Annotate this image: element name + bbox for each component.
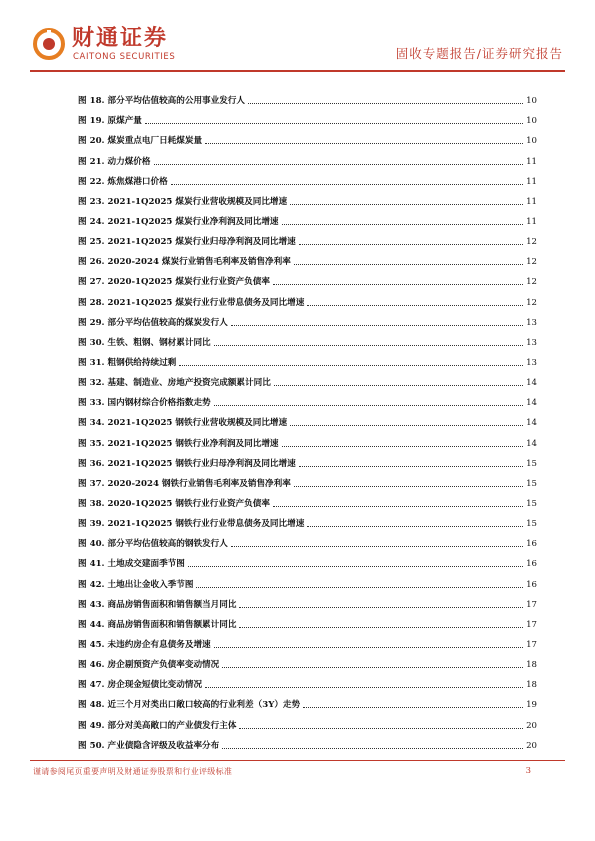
toc-entry-page[interactable]: 13 xyxy=(526,317,537,328)
toc-entry-page[interactable]: 11 xyxy=(526,156,537,167)
toc-entry[interactable] xyxy=(78,370,537,390)
toc-entry-label[interactable]: 图 33. 国内钢材综合价格指数走势 xyxy=(78,398,211,409)
toc-entry-label[interactable]: 图 41. 土地成交建面季节图 xyxy=(78,559,185,570)
toc-entry-label[interactable]: 图 21. 动力煤价格 xyxy=(78,156,151,167)
toc-entry-page[interactable]: 14 xyxy=(526,418,537,429)
toc-leader-dots xyxy=(231,325,523,326)
toc-entry-page[interactable]: 14 xyxy=(526,378,537,389)
toc-entry[interactable] xyxy=(78,612,537,632)
toc-entry[interactable] xyxy=(78,350,537,370)
toc-leader-dots xyxy=(231,546,523,547)
toc-entry-page[interactable]: 13 xyxy=(526,357,537,368)
toc-leader-dots xyxy=(282,224,524,225)
caitong-logo-icon xyxy=(33,28,65,60)
toc-leader-dots xyxy=(179,365,523,366)
toc-entry-label[interactable]: 图 35. 2021-1Q2025 钢铁行业净利润及同比增速 xyxy=(78,438,279,449)
toc-entry[interactable] xyxy=(78,249,537,269)
toc-entry-label[interactable]: 图 39. 2021-1Q2025 钢铁行业行业带息债务及同比增速 xyxy=(78,519,305,530)
toc-leader-dots xyxy=(290,425,523,426)
header-divider xyxy=(30,70,565,72)
disclaimer-note: 谨请参阅尾页重要声明及财通证券股票和行业评级标准 xyxy=(33,767,233,776)
toc-leader-dots xyxy=(214,405,523,406)
toc-entry-label[interactable]: 图 50. 产业债隐含评级及收益率分布 xyxy=(78,740,220,751)
toc-entry-page[interactable]: 17 xyxy=(526,619,537,630)
toc-entry[interactable] xyxy=(78,88,537,108)
toc-entry-page[interactable]: 10 xyxy=(526,96,537,107)
toc-entry-page[interactable]: 17 xyxy=(526,639,537,650)
toc-leader-dots xyxy=(171,184,523,185)
toc-entry-page[interactable]: 12 xyxy=(526,297,537,308)
toc-leader-dots xyxy=(303,707,523,708)
toc-entry[interactable] xyxy=(78,652,537,672)
toc-entry-label[interactable]: 图 32. 基建、制造业、房地产投资完成额累计同比 xyxy=(78,378,271,389)
footer-divider xyxy=(30,760,565,761)
toc-entry-page[interactable]: 16 xyxy=(526,539,537,550)
toc-entry[interactable] xyxy=(78,733,537,753)
toc-entry[interactable] xyxy=(78,108,537,128)
toc-leader-dots xyxy=(188,566,523,567)
toc-entry-label[interactable]: 图 25. 2021-1Q2025 煤炭行业归母净利润及同比增速 xyxy=(78,237,296,248)
toc-entry-label[interactable]: 图 45. 未违约房企有息债务及增速 xyxy=(78,639,211,650)
page-header xyxy=(0,0,595,84)
toc-entry-label[interactable]: 图 27. 2020-1Q2025 煤炭行业行业资产负债率 xyxy=(78,277,270,288)
toc-leader-dots xyxy=(274,385,523,386)
toc-entry-label[interactable]: 图 20. 煤炭重点电厂日耗煤炭量 xyxy=(78,136,203,147)
toc-leader-dots xyxy=(239,607,523,608)
toc-entry-page[interactable]: 15 xyxy=(526,498,537,509)
toc-entry-label[interactable]: 图 29. 部分平均估值较高的煤炭发行人 xyxy=(78,317,228,328)
toc-entry-page[interactable]: 20 xyxy=(526,720,537,731)
toc-entry-label[interactable]: 图 18. 部分平均估值较高的公用事业发行人 xyxy=(78,96,246,107)
toc-entry-page[interactable]: 12 xyxy=(526,237,537,248)
toc-entry-page[interactable]: 15 xyxy=(526,478,537,489)
toc-entry-label[interactable]: 图 30. 生铁、粗钢、钢材累计同比 xyxy=(78,337,211,348)
toc-entry-page[interactable]: 18 xyxy=(526,680,537,691)
toc-entry-page[interactable]: 15 xyxy=(526,458,537,469)
toc-entry-label[interactable]: 图 38. 2020-1Q2025 钢铁行业行业资产负债率 xyxy=(78,498,270,509)
toc-entry[interactable] xyxy=(78,451,537,471)
toc-entry-label[interactable]: 图 40. 部分平均估值较高的钢铁发行人 xyxy=(78,539,228,550)
toc-entry[interactable] xyxy=(78,692,537,712)
toc-entry-label[interactable]: 图 36. 2021-1Q2025 钢铁行业归母净利润及同比增速 xyxy=(78,458,296,469)
toc-entry-page[interactable]: 12 xyxy=(526,277,537,288)
toc-entry-page[interactable]: 10 xyxy=(526,116,537,127)
toc-entry[interactable] xyxy=(78,189,537,209)
toc-leader-dots xyxy=(145,123,523,124)
toc-entry-page[interactable]: 18 xyxy=(526,660,537,671)
toc-entry[interactable] xyxy=(78,148,537,168)
toc-leader-dots xyxy=(214,345,523,346)
toc-leader-dots xyxy=(222,667,523,668)
toc-leader-dots xyxy=(239,627,523,628)
toc-entry-label[interactable]: 图 19. 原煤产量 xyxy=(78,116,142,127)
toc-entry[interactable] xyxy=(78,169,537,189)
toc-leader-dots xyxy=(294,486,523,487)
toc-entry[interactable] xyxy=(78,209,537,229)
toc-entry[interactable] xyxy=(78,672,537,692)
toc-entry-page[interactable]: 17 xyxy=(526,599,537,610)
toc-entry[interactable] xyxy=(78,632,537,652)
toc-entry-page[interactable]: 15 xyxy=(526,519,537,530)
logo-english-name: CAITONG SECURITIES xyxy=(73,52,176,62)
toc-entry-page[interactable]: 14 xyxy=(526,398,537,409)
toc-entry-page[interactable]: 16 xyxy=(526,579,537,590)
toc-entry[interactable] xyxy=(78,128,537,148)
figure-list xyxy=(78,88,537,753)
toc-entry[interactable] xyxy=(78,289,537,309)
toc-entry-label[interactable]: 图 22. 炼焦煤港口价格 xyxy=(78,176,168,187)
toc-entry[interactable] xyxy=(78,269,537,289)
toc-leader-dots xyxy=(299,244,523,245)
toc-entry-label[interactable]: 图 46. 房企剔预资产负债率变动情况 xyxy=(78,660,220,671)
toc-entry-page[interactable]: 11 xyxy=(526,176,537,187)
toc-entry-page[interactable]: 19 xyxy=(526,700,537,711)
toc-entry[interactable] xyxy=(78,410,537,430)
toc-leader-dots xyxy=(307,526,523,527)
toc-entry[interactable] xyxy=(78,430,537,450)
toc-entry-page[interactable]: 11 xyxy=(526,216,537,227)
toc-entry-label[interactable]: 图 31. 粗钢供给持续过剩 xyxy=(78,357,177,368)
toc-entry-page[interactable]: 11 xyxy=(526,196,537,207)
toc-entry-label[interactable]: 图 43. 商品房销售面积和销售额当月同比 xyxy=(78,599,237,610)
toc-entry[interactable] xyxy=(78,310,537,330)
toc-entry[interactable] xyxy=(78,229,537,249)
toc-leader-dots xyxy=(273,506,523,507)
toc-entry[interactable] xyxy=(78,712,537,732)
toc-leader-dots xyxy=(299,466,523,467)
document-type: 固收专题报告/证券研究报告 xyxy=(395,46,563,61)
toc-entry-label[interactable]: 图 37. 2020-2024 钢铁行业销售毛利率及销售净利率 xyxy=(78,478,291,489)
toc-entry[interactable] xyxy=(78,471,537,491)
toc-entry-label[interactable]: 图 34. 2021-1Q2025 钢铁行业营收规模及同比增速 xyxy=(78,418,288,429)
toc-entry-label[interactable]: 图 47. 房企现金短债比变动情况 xyxy=(78,680,203,691)
toc-entry-page[interactable]: 10 xyxy=(526,136,537,147)
toc-leader-dots xyxy=(307,305,523,306)
toc-entry-page[interactable]: 20 xyxy=(526,740,537,751)
toc-leader-dots xyxy=(214,647,523,648)
toc-entry[interactable] xyxy=(78,511,537,531)
toc-leader-dots xyxy=(154,164,524,165)
toc-entry-label[interactable]: 图 48. 近三个月对类出口敞口较高的行业利差（3Y）走势 xyxy=(78,700,301,711)
toc-leader-dots xyxy=(290,204,523,205)
toc-leader-dots xyxy=(294,264,523,265)
page-number: 3 xyxy=(525,766,531,776)
toc-leader-dots xyxy=(222,748,523,749)
toc-entry-label[interactable]: 图 23. 2021-1Q2025 煤炭行业营收规模及同比增速 xyxy=(78,196,288,207)
toc-entry[interactable] xyxy=(78,491,537,511)
toc-entry-page[interactable]: 14 xyxy=(526,438,537,449)
toc-entry-label[interactable]: 图 49. 部分对美高敞口的产业债发行主体 xyxy=(78,720,237,731)
toc-entry[interactable] xyxy=(78,531,537,551)
toc-entry[interactable] xyxy=(78,390,537,410)
toc-leader-dots xyxy=(282,446,524,447)
logo-chinese-name: 财通证券 xyxy=(72,26,169,51)
toc-entry-page[interactable]: 13 xyxy=(526,337,537,348)
toc-entry-label[interactable]: 图 26. 2020-2024 煤炭行业销售毛利率及销售净利率 xyxy=(78,257,291,268)
toc-leader-dots xyxy=(205,143,523,144)
toc-leader-dots xyxy=(205,687,523,688)
toc-entry-label[interactable]: 图 42. 土地出让金收入季节图 xyxy=(78,579,194,590)
toc-entry-label[interactable]: 图 44. 商品房销售面积和销售额累计同比 xyxy=(78,619,237,630)
toc-leader-dots xyxy=(248,103,523,104)
toc-entry[interactable] xyxy=(78,592,537,612)
toc-entry-label[interactable]: 图 28. 2021-1Q2025 煤炭行业行业带息债务及同比增速 xyxy=(78,297,305,308)
toc-leader-dots xyxy=(196,587,523,588)
toc-entry-page[interactable]: 16 xyxy=(526,559,537,570)
toc-entry[interactable] xyxy=(78,551,537,571)
toc-entry-page[interactable]: 12 xyxy=(526,257,537,268)
toc-leader-dots xyxy=(239,728,523,729)
toc-leader-dots xyxy=(273,284,523,285)
toc-entry[interactable] xyxy=(78,571,537,591)
toc-entry[interactable] xyxy=(78,330,537,350)
toc-entry-label[interactable]: 图 24. 2021-1Q2025 煤炭行业净利润及同比增速 xyxy=(78,216,279,227)
